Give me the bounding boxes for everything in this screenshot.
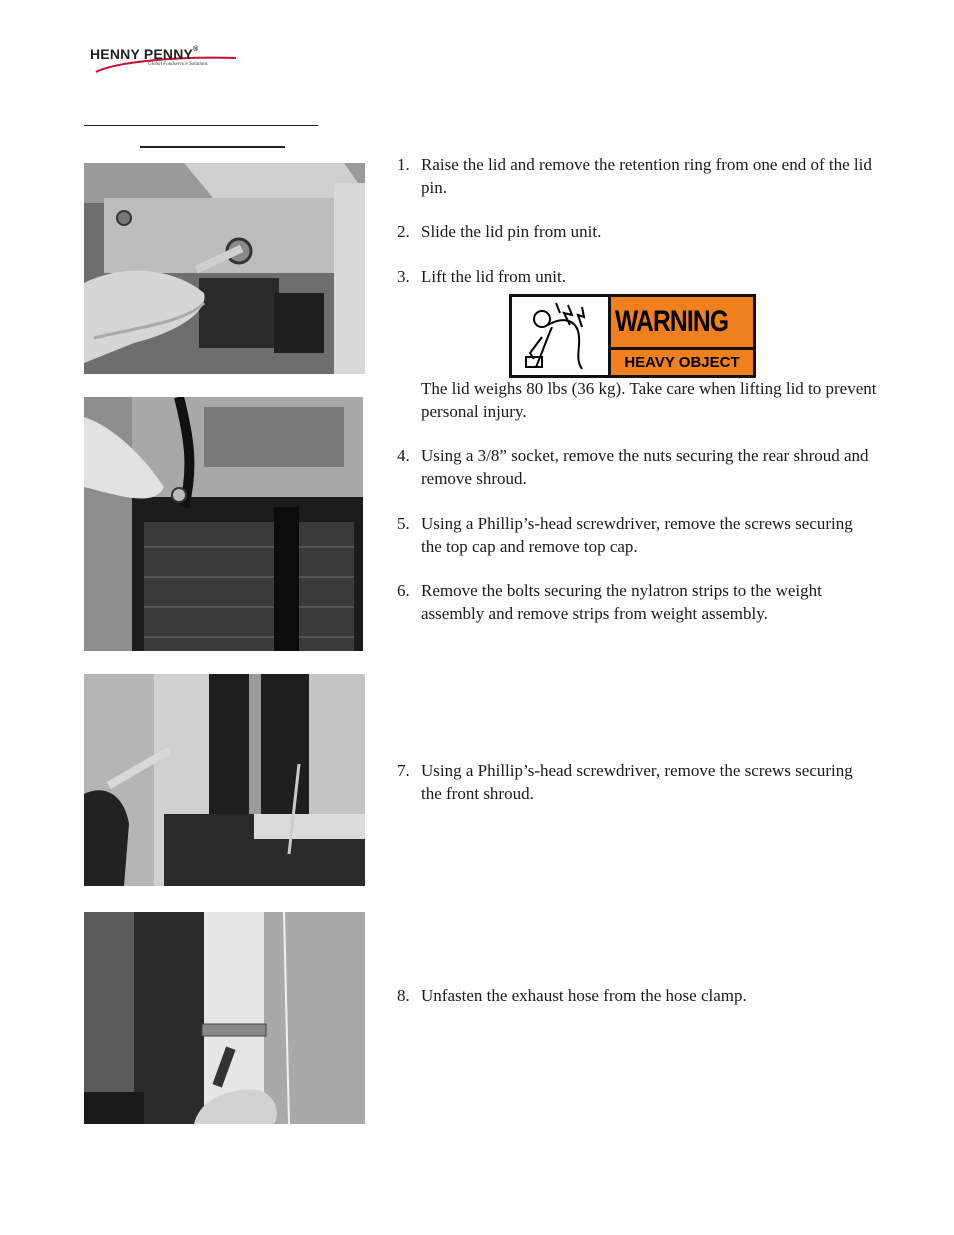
lid-pin-photo — [84, 163, 365, 374]
front-shroud-photo — [84, 674, 365, 886]
warning-header — [611, 297, 753, 347]
step-4: 4. Using a 3/8” socket, remove the nuts securing the rear shroud and remove shroud. — [397, 446, 869, 488]
step-1: 1. Raise the lid and remove the retention ring from one end of the lid pin. — [397, 155, 872, 197]
heavy-object-warning-label — [509, 294, 756, 378]
step-2: 2. Slide the lid pin from unit. — [397, 222, 602, 241]
heading-rule — [84, 125, 318, 126]
lid-weight-note: The lid weighs 80 lbs (36 kg). Take care when lifting lid to prevent personal injury. — [421, 379, 877, 421]
person-lifting-icon — [512, 297, 608, 375]
exhaust-hose-photo — [84, 912, 365, 1124]
logo-tagline: Global Foodservice Solutions — [148, 62, 208, 67]
company-logo — [86, 40, 246, 76]
step-7: 7. Using a Phillip’s-head screwdriver, remove the screws securing the front shroud. — [397, 761, 853, 803]
logo-wordmark: HENNY PENNY® — [90, 46, 199, 62]
rear-shroud-photo — [84, 397, 363, 651]
warning-hazard-text: HEAVY OBJECT — [624, 354, 740, 371]
step-6: 6. Remove the bolts securing the nylatron strips to the weight assembly and remove strips from weight assembly. — [397, 581, 822, 623]
warning-hazard-panel — [611, 350, 753, 375]
step-8: 8. Unfasten the exhaust hose from the hose clamp. — [397, 986, 747, 1005]
step-3: 3. Lift the lid from unit. — [397, 267, 566, 286]
step-5: 5. Using a Phillip’s-head screwdriver, remove the screws securing the top cap and remove top cap. — [397, 514, 853, 556]
subheading-rule — [140, 146, 285, 148]
warning-signal-word: WARNING — [615, 305, 729, 338]
